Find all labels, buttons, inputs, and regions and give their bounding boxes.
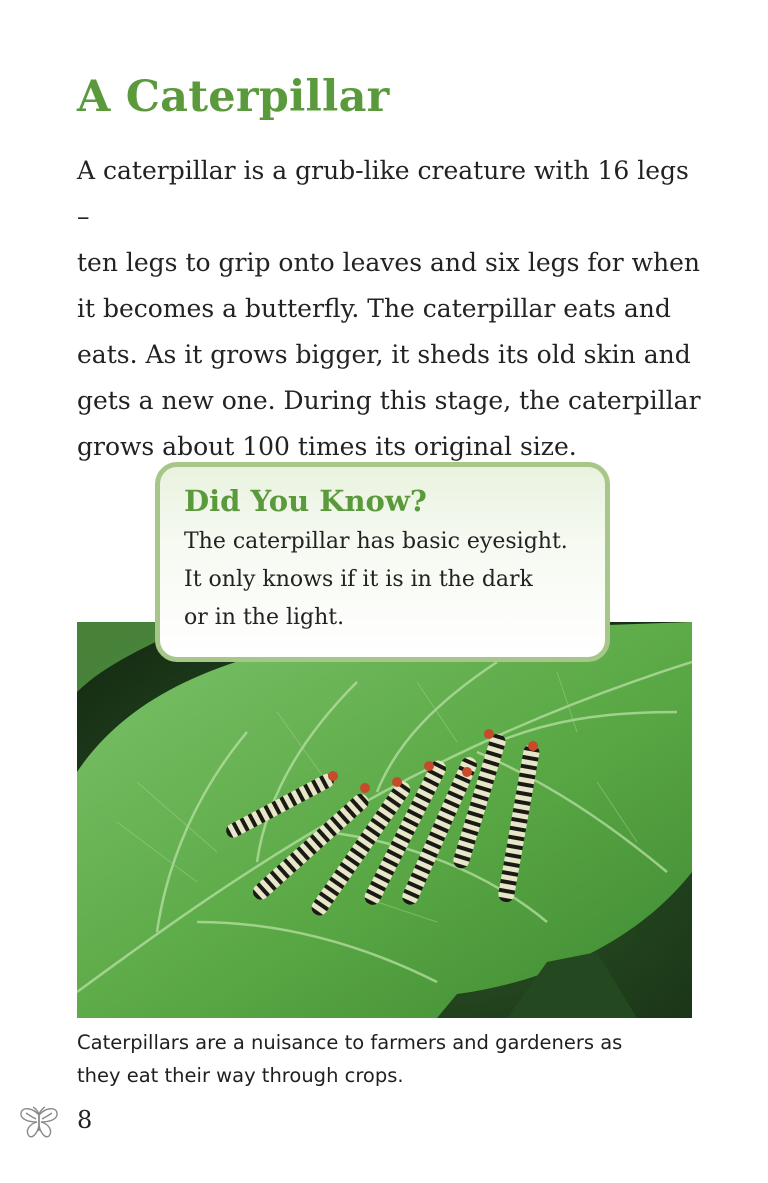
caption-line: Caterpillars are a nuisance to farmers and gardeners as bbox=[77, 1031, 623, 1054]
callout-line: It only knows if it is in the dark bbox=[184, 567, 533, 592]
body-line: it becomes a butterfly. The caterpillar eats and bbox=[77, 294, 671, 323]
caption-line: they eat their way through crops. bbox=[77, 1064, 404, 1087]
body-paragraph bbox=[77, 148, 707, 470]
body-line: eats. As it grows bigger, it sheds its old skin and bbox=[77, 340, 691, 369]
callout-line: The caterpillar has basic eyesight. bbox=[184, 529, 568, 554]
body-line: grows about 100 times its original size. bbox=[77, 432, 577, 461]
body-line: gets a new one. During this stage, the caterpillar bbox=[77, 386, 701, 415]
callout-line: or in the light. bbox=[184, 605, 345, 630]
callout-title: Did You Know? bbox=[184, 484, 427, 518]
caterpillar-photo bbox=[77, 622, 692, 1018]
page-number: 8 bbox=[77, 1106, 93, 1134]
photo-caption bbox=[77, 1026, 707, 1092]
did-you-know-callout bbox=[155, 462, 610, 662]
caterpillar-illustration bbox=[77, 622, 692, 1018]
callout-text bbox=[184, 523, 605, 637]
body-line: A caterpillar is a grub-like creature with 16 legs – bbox=[77, 156, 689, 231]
body-line: ten legs to grip onto leaves and six legs for when bbox=[77, 248, 700, 277]
page-title: A Caterpillar bbox=[77, 72, 390, 122]
butterfly-icon bbox=[18, 1105, 60, 1141]
